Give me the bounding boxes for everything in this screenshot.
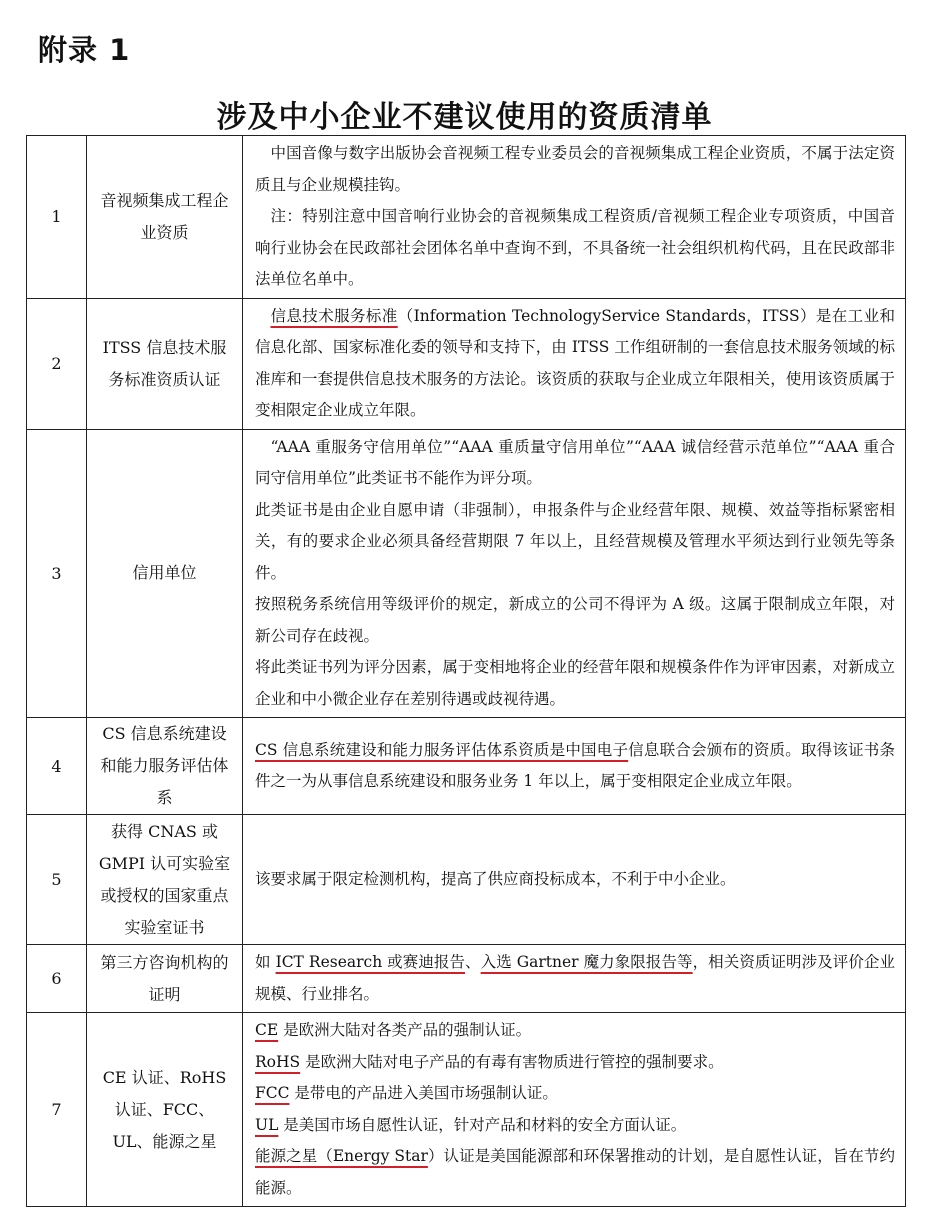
description-item	[255, 1015, 895, 1047]
highlighted-term: 入选 Gartner 魔力象限报告等	[480, 953, 693, 971]
description-text: 是欧洲大陆对电子产品的有毒有害物质进行管控的强制要求。	[300, 1052, 724, 1071]
description-paragraph: 将此类证书列为评分因素，属于变相地将企业的经营年限和规模条件作为评审因素，对新成立企业和中小微企业存在差别待遇或歧视待遇。	[255, 658, 895, 708]
description-paragraph	[255, 301, 895, 427]
qualification-description	[243, 136, 906, 299]
table-row	[27, 429, 906, 718]
qualification-description	[243, 1013, 906, 1207]
highlighted-term: ICT Research 或赛迪报告	[275, 953, 466, 971]
qualification-table	[26, 135, 906, 1207]
qualification-name: 音视频集成工程企业资质	[87, 136, 243, 299]
highlighted-term: RoHS	[255, 1052, 301, 1071]
description-paragraph: 按照税务系统信用等级评价的规定，新成立的公司不得评为 A 级。这属于限制成立年限，对新公司存在歧视。	[255, 595, 895, 645]
qualification-description	[243, 815, 906, 945]
qualification-name: CE 认证、RoHS 认证、FCC、UL、能源之星	[87, 1013, 243, 1207]
description-paragraph	[255, 947, 895, 1010]
description-text: 如	[255, 953, 276, 971]
description-paragraph: 此类证书是由企业自愿申请（非强制），申报条件与企业经营年限、规模、效益等指标紧密相关，有的要求企业必须具备经营期限 7 年以上，且经营规模及管理水平须达到行业领先等条件。	[255, 500, 895, 582]
description-paragraph	[255, 735, 895, 798]
description-text: 、	[465, 953, 481, 971]
qualification-name: ITSS 信息技术服务标准资质认证	[87, 298, 243, 429]
row-number: 4	[27, 718, 87, 815]
highlighted-term: 信息技术服务标准	[270, 306, 398, 325]
description-paragraph: “AAA 重服务守信用单位”“AAA 重质量守信用单位”“AAA 诚信经营示范单位”“AAA 重合同守信用单位”此类证书不能作为评分项。	[255, 437, 895, 487]
qualification-name: 信用单位	[87, 429, 243, 718]
description-text: 是欧洲大陆对各类产品的强制认证。	[278, 1021, 532, 1039]
description-text: 信息联合会颁布的资质。取得该证书条件之一为从事信息系统建设和服务业务 1 年以上，属于变相限定企业成立年限。	[255, 740, 895, 790]
description-paragraph: 该要求属于限定检测机构，提高了供应商投标成本，不利于中小企业。	[255, 869, 736, 888]
qualification-description	[243, 298, 906, 429]
description-note: 注：特别注意中国音响行业协会的音视频集成工程资质/音视频工程企业专项资质，中国音响行业协会在民政部社会团体名单中查询不到，不具备统一社会组织机构代码，且在民政部非法单位名单中。	[255, 207, 895, 288]
qualification-name: CS 信息系统建设和能力服务评估体系	[87, 718, 243, 815]
row-number: 3	[27, 429, 87, 718]
highlighted-term: FCC	[255, 1084, 290, 1102]
description-paragraph: 中国音像与数字出版协会音视频工程专业委员会的音视频集成工程企业资质，不属于法定资质且与企业规模挂钩。	[255, 144, 895, 194]
qualification-description	[243, 718, 906, 815]
description-item	[255, 1047, 895, 1079]
description-text: 是美国市场自愿性认证，针对产品和材料的安全方面认证。	[278, 1115, 687, 1134]
row-number: 5	[27, 815, 87, 945]
row-number: 7	[27, 1013, 87, 1207]
highlighted-term: CE	[255, 1021, 279, 1039]
document-title: 涉及中小企业不建议使用的资质清单	[216, 100, 713, 135]
qualification-description	[243, 945, 906, 1013]
highlighted-term: CS 信息系统建设和能力服务评估体系资质是中国电子	[255, 740, 629, 759]
row-number: 2	[27, 298, 87, 429]
table-row	[27, 1013, 906, 1207]
description-item	[255, 1110, 895, 1142]
row-number: 1	[27, 136, 87, 299]
highlighted-term: UL	[255, 1115, 279, 1134]
qualification-name: 第三方咨询机构的证明	[87, 945, 243, 1013]
description-text: 是带电的产品进入美国市场强制认证。	[289, 1084, 558, 1102]
qualification-name: 获得 CNAS 或 GMPI 认可实验室或授权的国家重点实验室证书	[87, 815, 243, 945]
appendix-label: 附录 1	[38, 33, 131, 67]
description-text: （Information TechnologyService Standards，ITSS）是在工业和信息化部、国家标准化委的领导和支持下，由 ITSS 工作组研制的一套信息技术服务领域的标准库和一套提供信息技术服务的方法论。该资质的获取与企业成立年限相关，使用该资质属于变相限定企业成立年限。	[255, 306, 895, 419]
table-row	[27, 945, 906, 1013]
table-row	[27, 718, 906, 815]
description-item	[255, 1078, 895, 1110]
table-row	[27, 298, 906, 429]
table-row	[27, 136, 906, 299]
description-item	[255, 1141, 895, 1204]
highlighted-term: 能源之星（Energy Star	[255, 1147, 428, 1165]
description-text: ，相关资质证明涉及评价企业规模、行业排名。	[255, 953, 895, 1003]
table-row	[27, 815, 906, 945]
row-number: 6	[27, 945, 87, 1013]
description-text: ）认证是美国能源部和环保署推动的计划，是自愿性认证，旨在节约能源。	[255, 1147, 895, 1197]
qualification-description	[243, 429, 906, 718]
